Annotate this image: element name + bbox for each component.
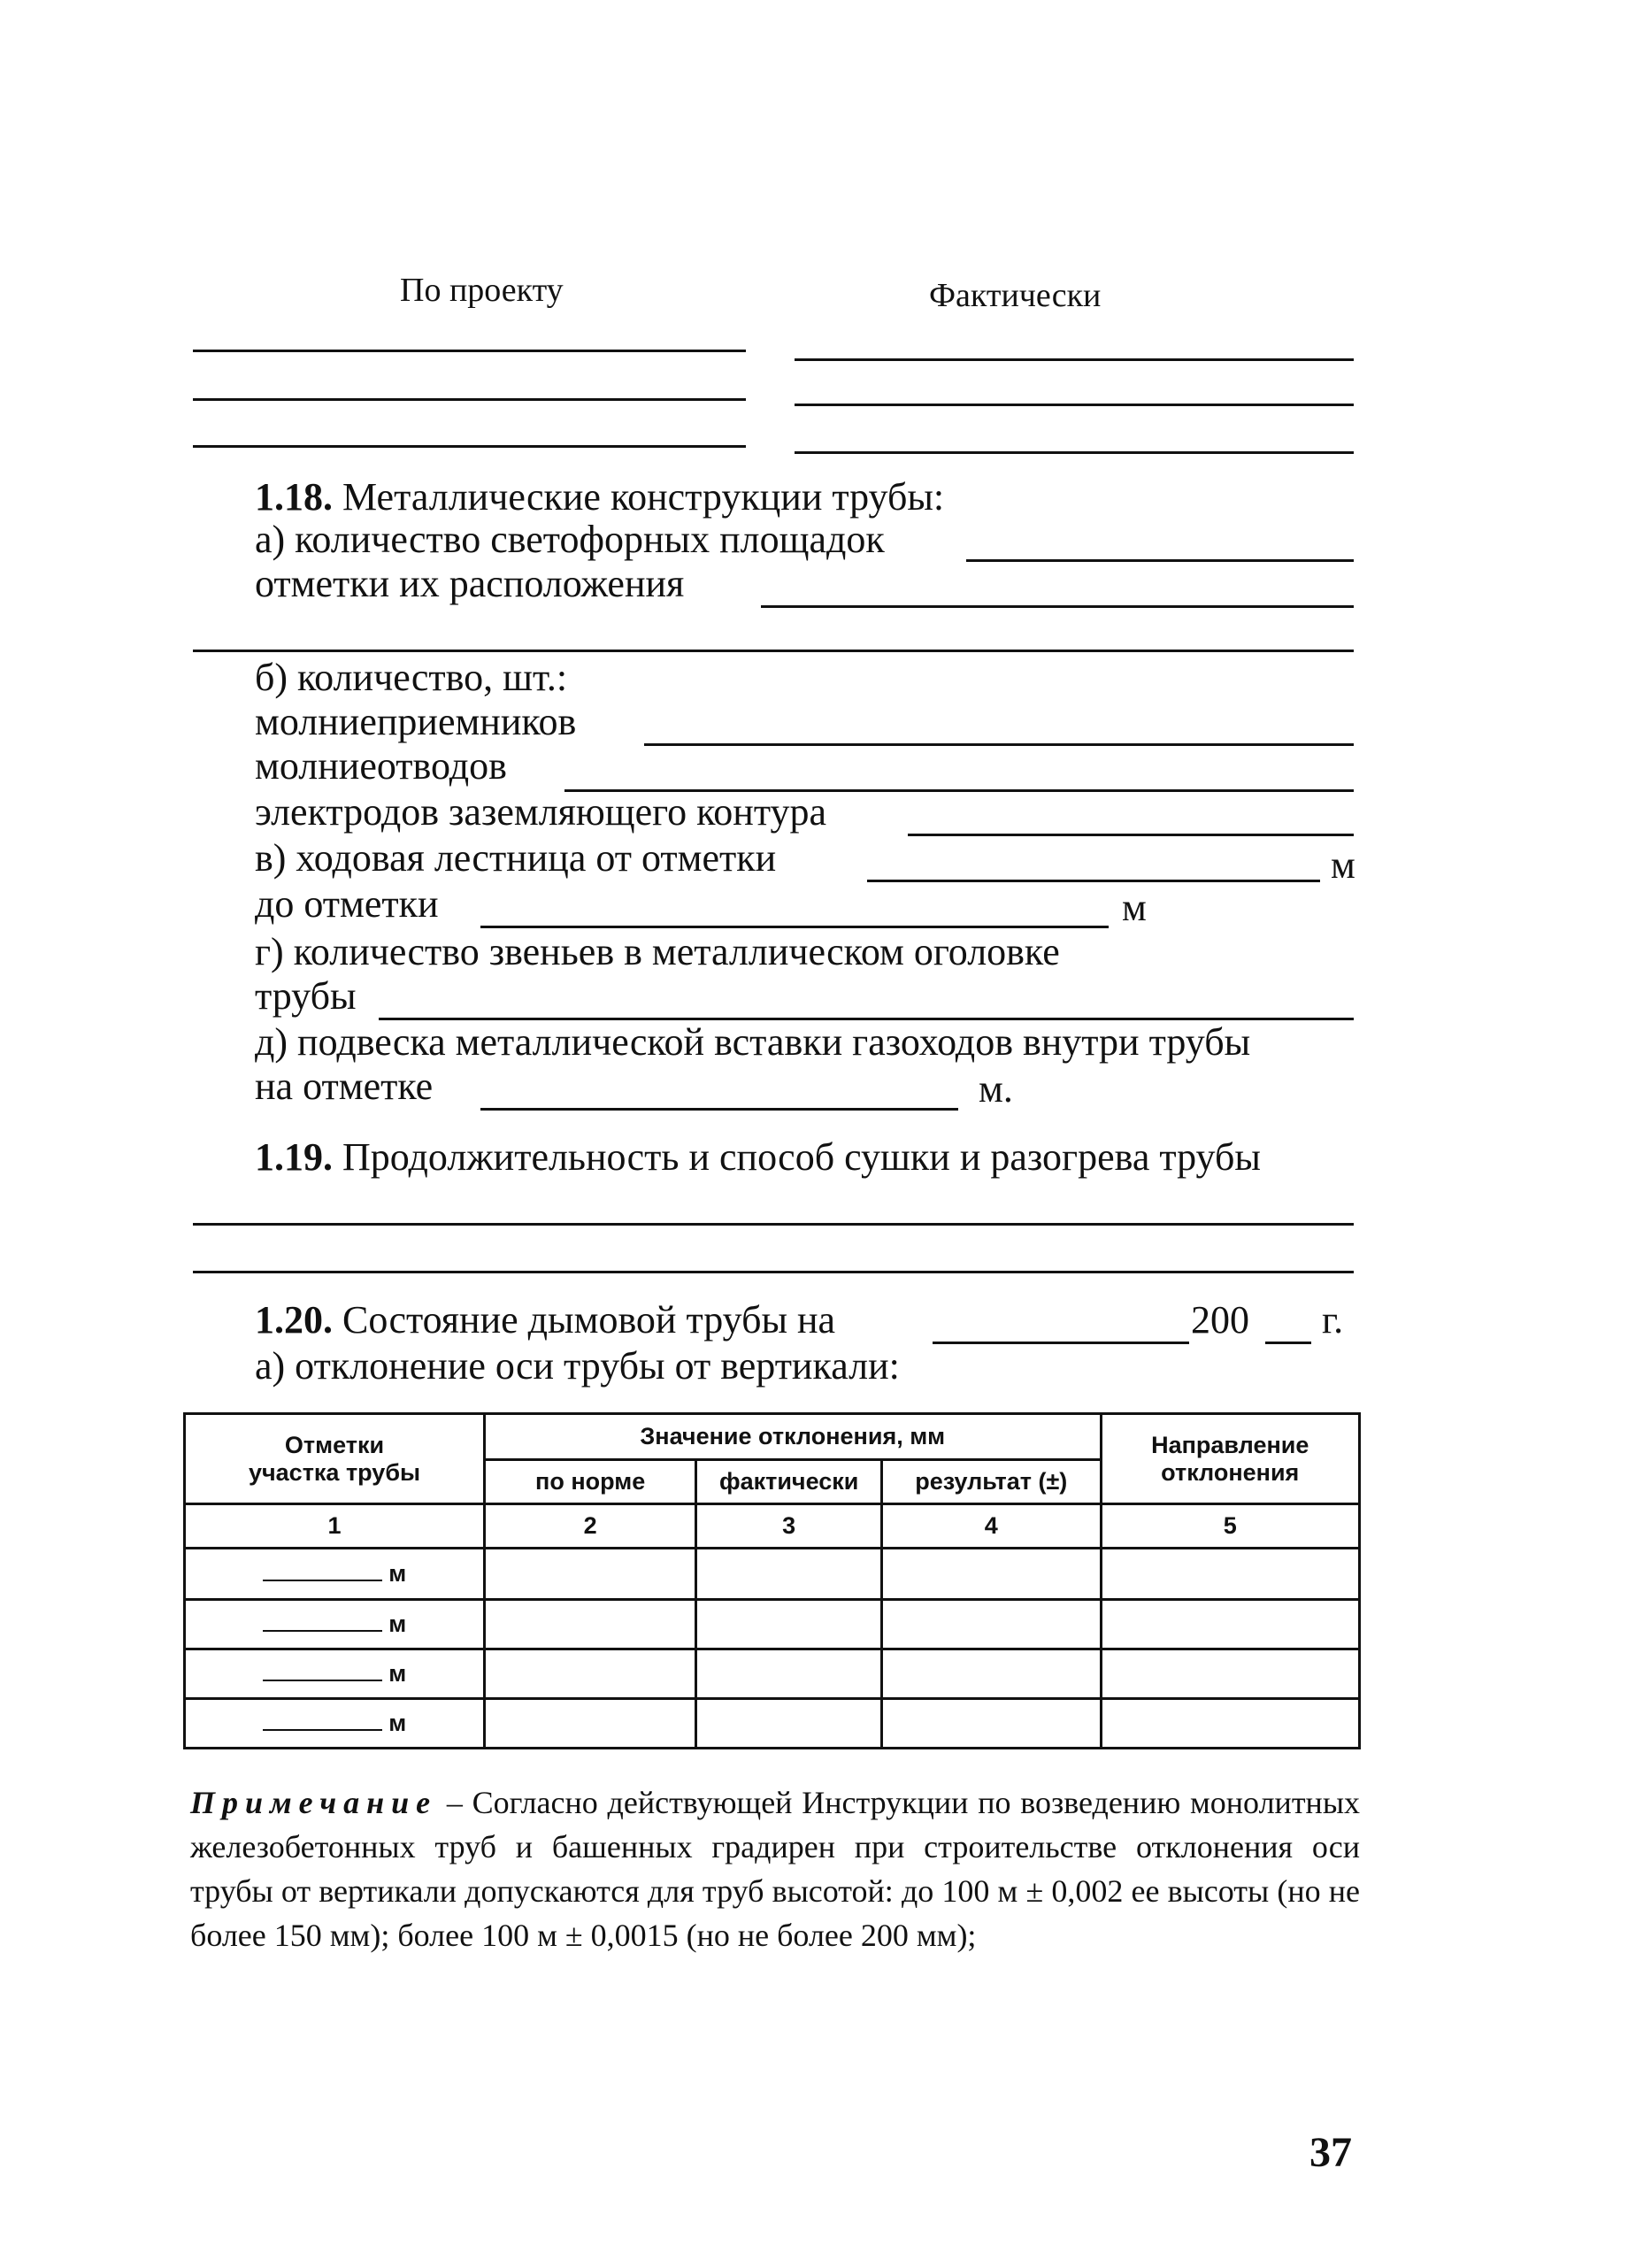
quantity-label: б) количество, шт.: — [255, 656, 568, 699]
direction-cell[interactable] — [1101, 1649, 1360, 1699]
actual-blank-line-3 — [795, 451, 1354, 454]
ladder-to-row — [255, 881, 439, 927]
norm-cell[interactable] — [485, 1699, 696, 1749]
actual-blank-line-1 — [795, 358, 1354, 361]
insert-suspension-row — [255, 1019, 1250, 1065]
section-number: 1.19. — [255, 1135, 333, 1179]
section-title: Металлические конструкции трубы: — [342, 475, 945, 519]
section-title: Продолжительность и способ сушки и разогрева трубы — [342, 1135, 1261, 1179]
mark-cell[interactable]: м — [185, 1600, 485, 1649]
year-field[interactable] — [1265, 1342, 1311, 1344]
drying-field-line-2[interactable] — [193, 1271, 1354, 1273]
table-row — [185, 1649, 1360, 1699]
traffic-light-platforms-row — [255, 517, 885, 563]
actual-cell[interactable] — [696, 1600, 882, 1649]
table-row — [185, 1549, 1360, 1600]
note-text: – Согласно действующей Инструкции по возведению монолитных железобетонных труб и башенных градирен при строительстве отклонения оси трубы от вертикали допускаются для труб высотой: до 100 м ± 0,002 ее высоты (но не более 150 мм); более 100 м ± 0,0015 (но не более 200 мм); — [190, 1785, 1360, 1953]
platform-marks-field[interactable] — [761, 605, 1354, 608]
col-header-result: результат (±) — [882, 1460, 1101, 1504]
column-number: 4 — [882, 1504, 1101, 1549]
insert-suspension-field[interactable] — [480, 1108, 958, 1111]
platform-marks-label: отметки их расположения — [255, 562, 685, 605]
lightning-conductors-row — [255, 743, 507, 789]
axis-deviation-row — [255, 1343, 900, 1389]
insert-suspension-unit: м. — [979, 1067, 1013, 1111]
col-header-norm: по норме — [485, 1460, 696, 1504]
mark-cell[interactable]: м — [185, 1699, 485, 1749]
grounding-electrodes-row — [255, 789, 826, 835]
head-links-row-continued — [255, 973, 357, 1019]
traffic-light-platforms-field[interactable] — [966, 559, 1354, 562]
column-number-row — [185, 1504, 1360, 1549]
col-header-marks: Отметки участка трубы — [185, 1414, 485, 1504]
platform-marks-row — [255, 561, 684, 607]
section-1-20-heading — [255, 1297, 835, 1343]
date-field[interactable] — [933, 1342, 1189, 1344]
result-cell[interactable] — [882, 1600, 1101, 1649]
ladder-from-field[interactable] — [867, 880, 1320, 882]
norm-cell[interactable] — [485, 1549, 696, 1600]
deviation-table — [183, 1412, 1361, 1749]
result-cell[interactable] — [882, 1549, 1101, 1600]
insert-suspension-label-continued: на отметке — [255, 1065, 434, 1108]
traffic-light-platforms-label: а) количество светофорных площадок — [255, 518, 885, 561]
actual-blank-line-2 — [795, 404, 1354, 406]
year-suffix: г. — [1322, 1298, 1344, 1342]
actual-column-label: Фактически — [929, 277, 1102, 314]
lightning-receivers-label: молниеприемников — [255, 700, 577, 743]
direction-cell[interactable] — [1101, 1549, 1360, 1600]
lightning-receivers-field[interactable] — [644, 743, 1354, 746]
section-number: 1.20. — [255, 1298, 333, 1342]
design-blank-line-1 — [193, 350, 746, 352]
col-header-deviation-value: Значение отклонения, мм — [485, 1414, 1101, 1460]
grounding-electrodes-field[interactable] — [908, 834, 1354, 836]
quantity-row — [255, 655, 567, 701]
result-cell[interactable] — [882, 1699, 1101, 1749]
ladder-to-field[interactable] — [480, 926, 1109, 928]
insert-suspension-row-continued — [255, 1064, 433, 1110]
actual-cell[interactable] — [696, 1649, 882, 1699]
column-number: 2 — [485, 1504, 696, 1549]
section-1-19-heading — [255, 1134, 1261, 1180]
column-number: 5 — [1101, 1504, 1360, 1549]
axis-deviation-label: а) отклонение оси трубы от вертикали: — [255, 1344, 900, 1388]
actual-cell[interactable] — [696, 1549, 882, 1600]
ladder-from-label: в) ходовая лестница от отметки — [255, 836, 777, 880]
column-number: 3 — [696, 1504, 882, 1549]
note-label: Примечание — [190, 1785, 438, 1820]
result-cell[interactable] — [882, 1649, 1101, 1699]
year-prefix: 200 — [1191, 1298, 1249, 1342]
section-1-18-heading — [255, 474, 944, 520]
lightning-conductors-label: молниеотводов — [255, 744, 507, 788]
norm-cell[interactable] — [485, 1600, 696, 1649]
ladder-from-unit: м — [1331, 843, 1355, 887]
design-blank-line-2 — [193, 398, 746, 401]
ladder-to-label: до отметки — [255, 882, 439, 926]
insert-suspension-label: д) подвеска металлической вставки газоходов внутри трубы — [255, 1020, 1251, 1064]
table-row — [185, 1699, 1360, 1749]
mark-cell[interactable]: м — [185, 1649, 485, 1699]
grounding-electrodes-label: электродов заземляющего контура — [255, 790, 826, 834]
head-links-label-continued: трубы — [255, 974, 357, 1018]
direction-cell[interactable] — [1101, 1699, 1360, 1749]
design-column-label: По проекту — [400, 272, 564, 309]
note-paragraph — [190, 1780, 1360, 1957]
platform-marks-field-continued[interactable] — [193, 650, 1354, 652]
section-title: Состояние дымовой трубы на — [342, 1298, 836, 1342]
head-links-label: г) количество звеньев в металлическом оголовке — [255, 930, 1060, 973]
drying-field-line-1[interactable] — [193, 1223, 1354, 1226]
mark-cell[interactable]: м — [185, 1549, 485, 1600]
column-number: 1 — [185, 1504, 485, 1549]
head-links-row — [255, 929, 1060, 975]
design-blank-line-3 — [193, 445, 746, 448]
lightning-receivers-row — [255, 699, 576, 745]
col-header-direction: Направление отклонения — [1101, 1414, 1360, 1504]
actual-cell[interactable] — [696, 1699, 882, 1749]
norm-cell[interactable] — [485, 1649, 696, 1699]
ladder-to-unit: м — [1122, 886, 1147, 929]
section-number: 1.18. — [255, 475, 333, 519]
ladder-from-row — [255, 835, 776, 881]
page-number: 37 — [1309, 2129, 1352, 2176]
direction-cell[interactable] — [1101, 1600, 1360, 1649]
col-header-actual: фактически — [696, 1460, 882, 1504]
table-row — [185, 1600, 1360, 1649]
